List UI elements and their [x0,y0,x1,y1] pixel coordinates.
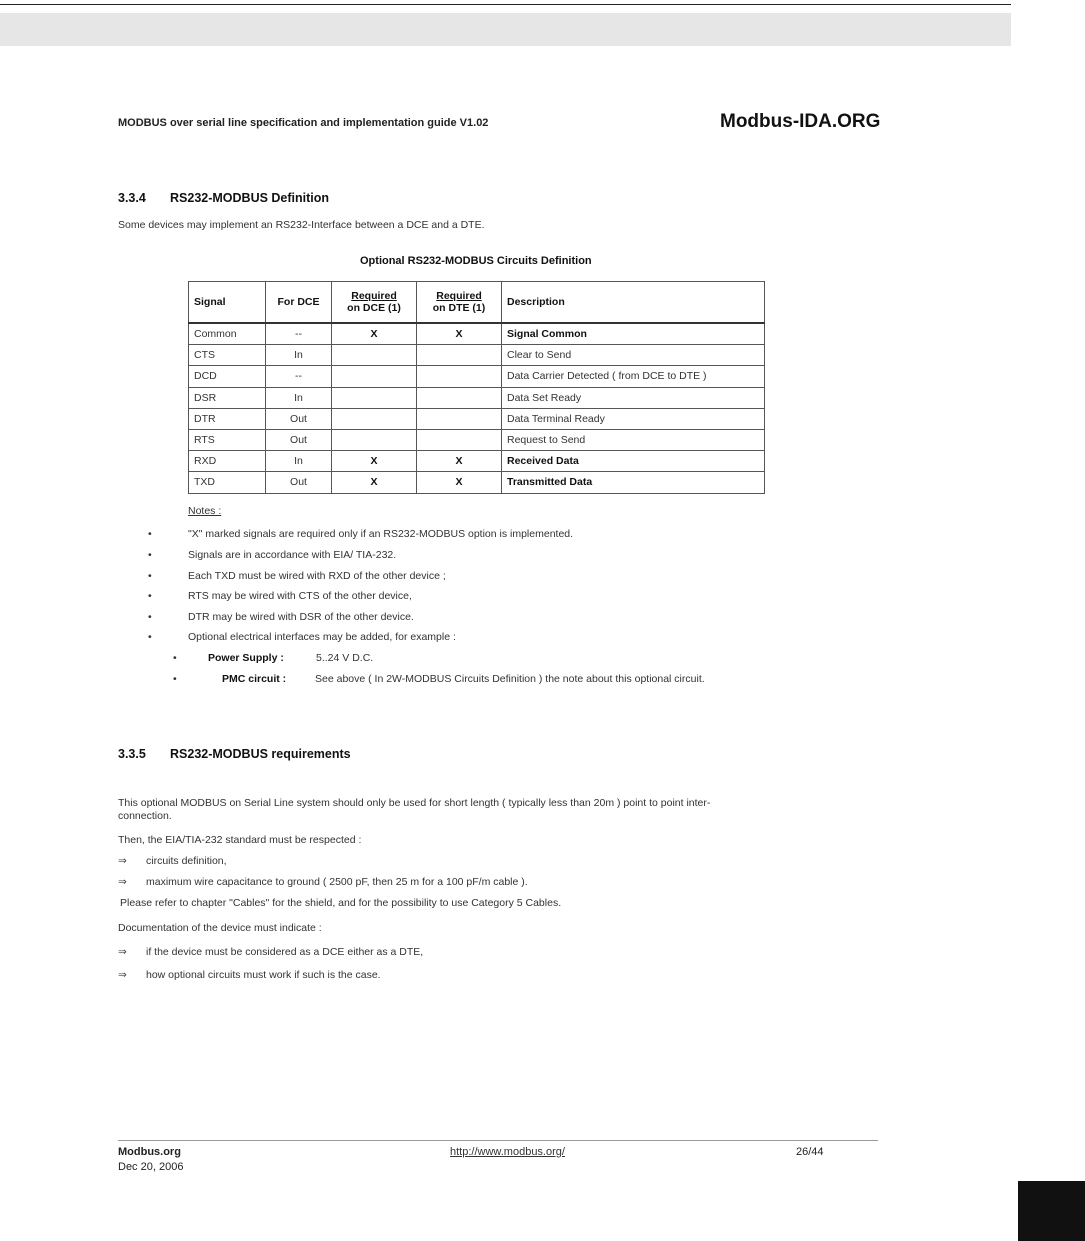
table-row [189,366,765,387]
note-item: • Optional electrical interfaces may be added, for example : [148,631,456,643]
table-row [189,323,765,345]
cell-signal: RTS [189,429,266,450]
arrow-item: ⇒ maximum wire capacitance to ground ( 2500 pF, then 25 m for a 100 pF/m cable ). [118,876,528,888]
cell-req-dce: X [332,323,417,345]
cell-req-dte [417,387,502,408]
cell-for-dce: In [266,387,332,408]
note-item: • "X" marked signals are required only if an RS232-MODBUS option is implemented. [148,528,574,540]
cell-for-dce: Out [266,429,332,450]
footer-org: Modbus.org [118,1146,181,1158]
footer-rule [118,1140,878,1141]
section-334-intro: Some devices may implement an RS232-Interface between a DCE and a DTE. [118,219,485,231]
cell-req-dte [417,366,502,387]
section-335-para3: Please refer to chapter "Cables" for the shield, and for the possibility to use Category 5 Cables. [120,897,562,909]
section-334-heading [118,191,329,205]
notes-label: Notes : [188,505,222,517]
arrow-icon: ⇒ [118,946,127,958]
cell-signal: Common [189,323,266,345]
cell-req-dce [332,345,417,366]
cell-signal: RXD [189,451,266,472]
cell-for-dce: Out [266,472,332,493]
cell-req-dce [332,387,417,408]
circuits-table [188,281,765,494]
header-description: Description [502,282,765,324]
arrow-item: ⇒ circuits definition, [118,855,227,867]
cell-req-dce [332,408,417,429]
table-row [189,408,765,429]
section-335-title: RS232-MODBUS requirements [170,747,351,761]
section-334-title: RS232-MODBUS Definition [170,191,330,205]
header-for-dce: For DCE [266,282,332,324]
footer-page-number: 26/44 [796,1146,824,1158]
cell-req-dte: X [417,323,502,345]
note-sub-item: • Power Supply : 5..24 V D.C. [173,652,374,664]
arrow-icon: ⇒ [118,855,127,867]
cell-description: Data Carrier Detected ( from DCE to DTE ) [502,366,765,387]
note-item: • Signals are in accordance with EIA/ TIA-232. [148,549,397,561]
cell-req-dte [417,345,502,366]
cell-description: Request to Send [502,429,765,450]
section-335-heading [118,747,351,761]
header-brand: Modbus-IDA.ORG [720,111,881,132]
cell-for-dce: -- [266,366,332,387]
arrow-item: ⇒ how optional circuits must work if such is the case. [118,969,381,981]
cell-description: Transmitted Data [502,472,765,493]
table-row [189,472,765,493]
cell-signal: DTR [189,408,266,429]
cell-req-dce: X [332,451,417,472]
footer-date: Dec 20, 2006 [118,1161,184,1173]
cell-req-dte: X [417,451,502,472]
table-row [189,387,765,408]
table-row [189,451,765,472]
note-item: • DTR may be wired with DSR of the other device. [148,611,414,623]
cell-description: Clear to Send [502,345,765,366]
table-caption: Optional RS232-MODBUS Circuits Definition [360,255,592,267]
cell-signal: TXD [189,472,266,493]
cell-req-dce: X [332,472,417,493]
cell-signal: DCD [189,366,266,387]
section-335-para1-line2: connection. [118,810,172,822]
table-row [189,429,765,450]
cell-signal: DSR [189,387,266,408]
cell-req-dte [417,429,502,450]
section-335-para1-line1: This optional MODBUS on Serial Line system should only be used for short length ( typically less than 20m ) point to point inter- [118,797,711,809]
cell-description: Data Terminal Ready [502,408,765,429]
footer-url-link[interactable]: http://www.modbus.org/ [450,1146,565,1158]
cell-req-dce [332,429,417,450]
cell-req-dce [332,366,417,387]
cell-for-dce: In [266,451,332,472]
header-required-dce: Required on DCE (1) [332,282,417,324]
cell-description: Data Set Ready [502,387,765,408]
header-signal: Signal [189,282,266,324]
cell-for-dce: In [266,345,332,366]
cell-description: Received Data [502,451,765,472]
header-required-dte: Required on DTE (1) [417,282,502,324]
cell-req-dte [417,408,502,429]
arrow-item: ⇒ if the device must be considered as a DCE either as a DTE, [118,946,424,958]
note-sub-item: • PMC circuit : See above ( In 2W-MODBUS Circuits Definition ) the note about this optional circuit. [173,673,705,685]
cell-for-dce: -- [266,323,332,345]
note-item: • Each TXD must be wired with RXD of the other device ; [148,570,446,582]
section-335-number: 3.3.5 [118,747,146,761]
cell-signal: CTS [189,345,266,366]
section-335-para4: Documentation of the device must indicate : [118,922,322,934]
section-335-para2: Then, the EIA/TIA-232 standard must be respected : [118,834,362,846]
table-header-row [189,282,765,324]
arrow-icon: ⇒ [118,969,127,981]
arrow-icon: ⇒ [118,876,127,888]
table-row [189,345,765,366]
cell-req-dte: X [417,472,502,493]
cell-description: Signal Common [502,323,765,345]
note-item: • RTS may be wired with CTS of the other device, [148,590,412,602]
section-334-number: 3.3.4 [118,191,146,205]
cell-for-dce: Out [266,408,332,429]
header-title: MODBUS over serial line specification and implementation guide V1.02 [118,117,489,129]
